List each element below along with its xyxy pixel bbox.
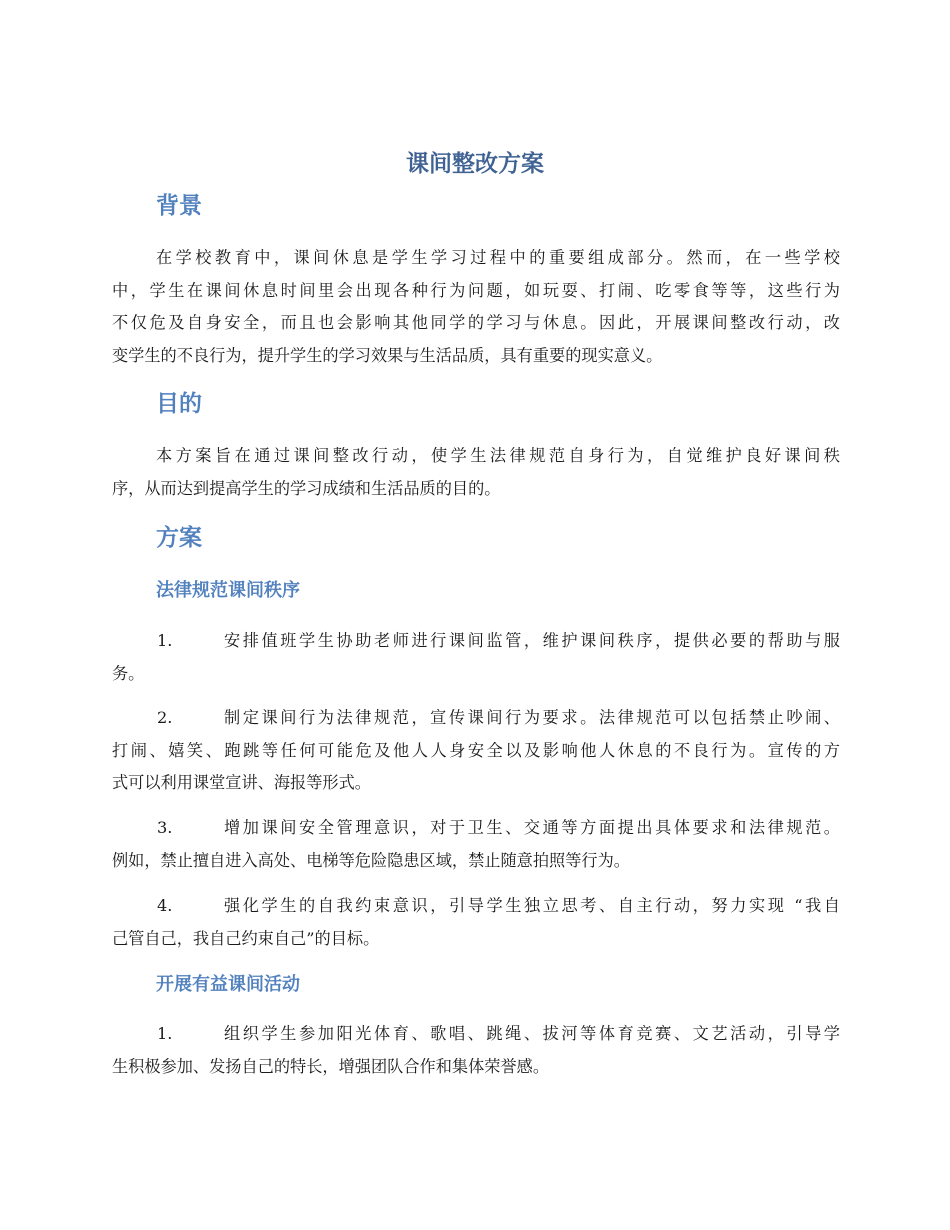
paragraph-line: 在学校教育中，课间休息是学生学习过程中的重要组成部分。然而，在一些学校 — [156, 248, 840, 267]
list-item-line: 务。 — [112, 663, 145, 683]
subheading-beneficial-activities: 开展有益课间活动 — [156, 974, 300, 995]
purpose-paragraph — [112, 440, 840, 505]
list-item — [112, 1018, 840, 1083]
list-item-line: 强化学生的自我约束意识，引导学生独立思考、自主行动，努力实现 “我自 — [224, 896, 840, 915]
section-heading-background: 背景 — [156, 193, 202, 219]
background-paragraph — [112, 242, 840, 372]
list-item-number: 1. — [157, 631, 173, 650]
list-item-line: 组织学生参加阳光体育、歌唱、跳绳、拔河等体育竞赛、文艺活动，引导学 — [224, 1024, 840, 1043]
list-item — [112, 812, 840, 877]
list-item-line: 生积极参加、发扬自己的特长，增强团队合作和集体荣誉感。 — [112, 1056, 550, 1076]
document-title: 课间整改方案 — [406, 151, 544, 177]
paragraph-line: 变学生的不良行为，提升学生的学习效果与生活品质，具有重要的现实意义。 — [112, 345, 663, 365]
section-heading-purpose: 目的 — [156, 391, 202, 417]
list-item — [112, 702, 840, 800]
paragraph-line: 序，从而达到提高学生的学习成绩和生活品质的目的。 — [112, 478, 501, 498]
list-item-line: 制定课间行为法律规范，宣传课间行为要求。法律规范可以包括禁止吵闹、 — [224, 708, 840, 727]
list-item — [112, 890, 840, 955]
paragraph-line: 不仅危及自身安全，而且也会影响其他同学的学习与休息。因此，开展课间整改行动，改 — [112, 313, 840, 332]
list-item-line: 己管自己，我自己约束自己”的目标。 — [112, 928, 380, 948]
list-item-line: 式可以利用课堂宣讲、海报等形式。 — [112, 773, 371, 792]
paragraph-line: 中，学生在课间休息时间里会出现各种行为问题，如玩耍、打闹、吃零食等等，这些行为 — [112, 280, 840, 300]
list-item-line: 打闹、嬉笑、跑跳等任何可能危及他人人身安全以及影响他人休息的不良行为。宣传的方 — [112, 740, 840, 760]
paragraph-line: 本方案旨在通过课间整改行动，使学生法律规范自身行为，自觉维护良好课间秩 — [156, 446, 840, 465]
list-item-number: 1. — [157, 1024, 173, 1043]
list-item — [112, 625, 840, 690]
list-item-line: 例如，禁止擅自进入高处、电梯等危险隐患区域，禁止随意拍照等行为。 — [112, 850, 630, 870]
list-item-number: 3. — [157, 818, 173, 837]
list-item-line: 增加课间安全管理意识，对于卫生、交通等方面提出具体要求和法律规范。 — [224, 818, 840, 837]
subheading-regulate-order: 法律规范课间秩序 — [156, 580, 300, 601]
list-item-number: 2. — [157, 708, 173, 727]
section-heading-plan: 方案 — [156, 525, 202, 551]
list-item-line: 安排值班学生协助老师进行课间监管，维护课间秩序，提供必要的帮助与服 — [224, 631, 840, 650]
list-item-number: 4. — [157, 896, 173, 915]
